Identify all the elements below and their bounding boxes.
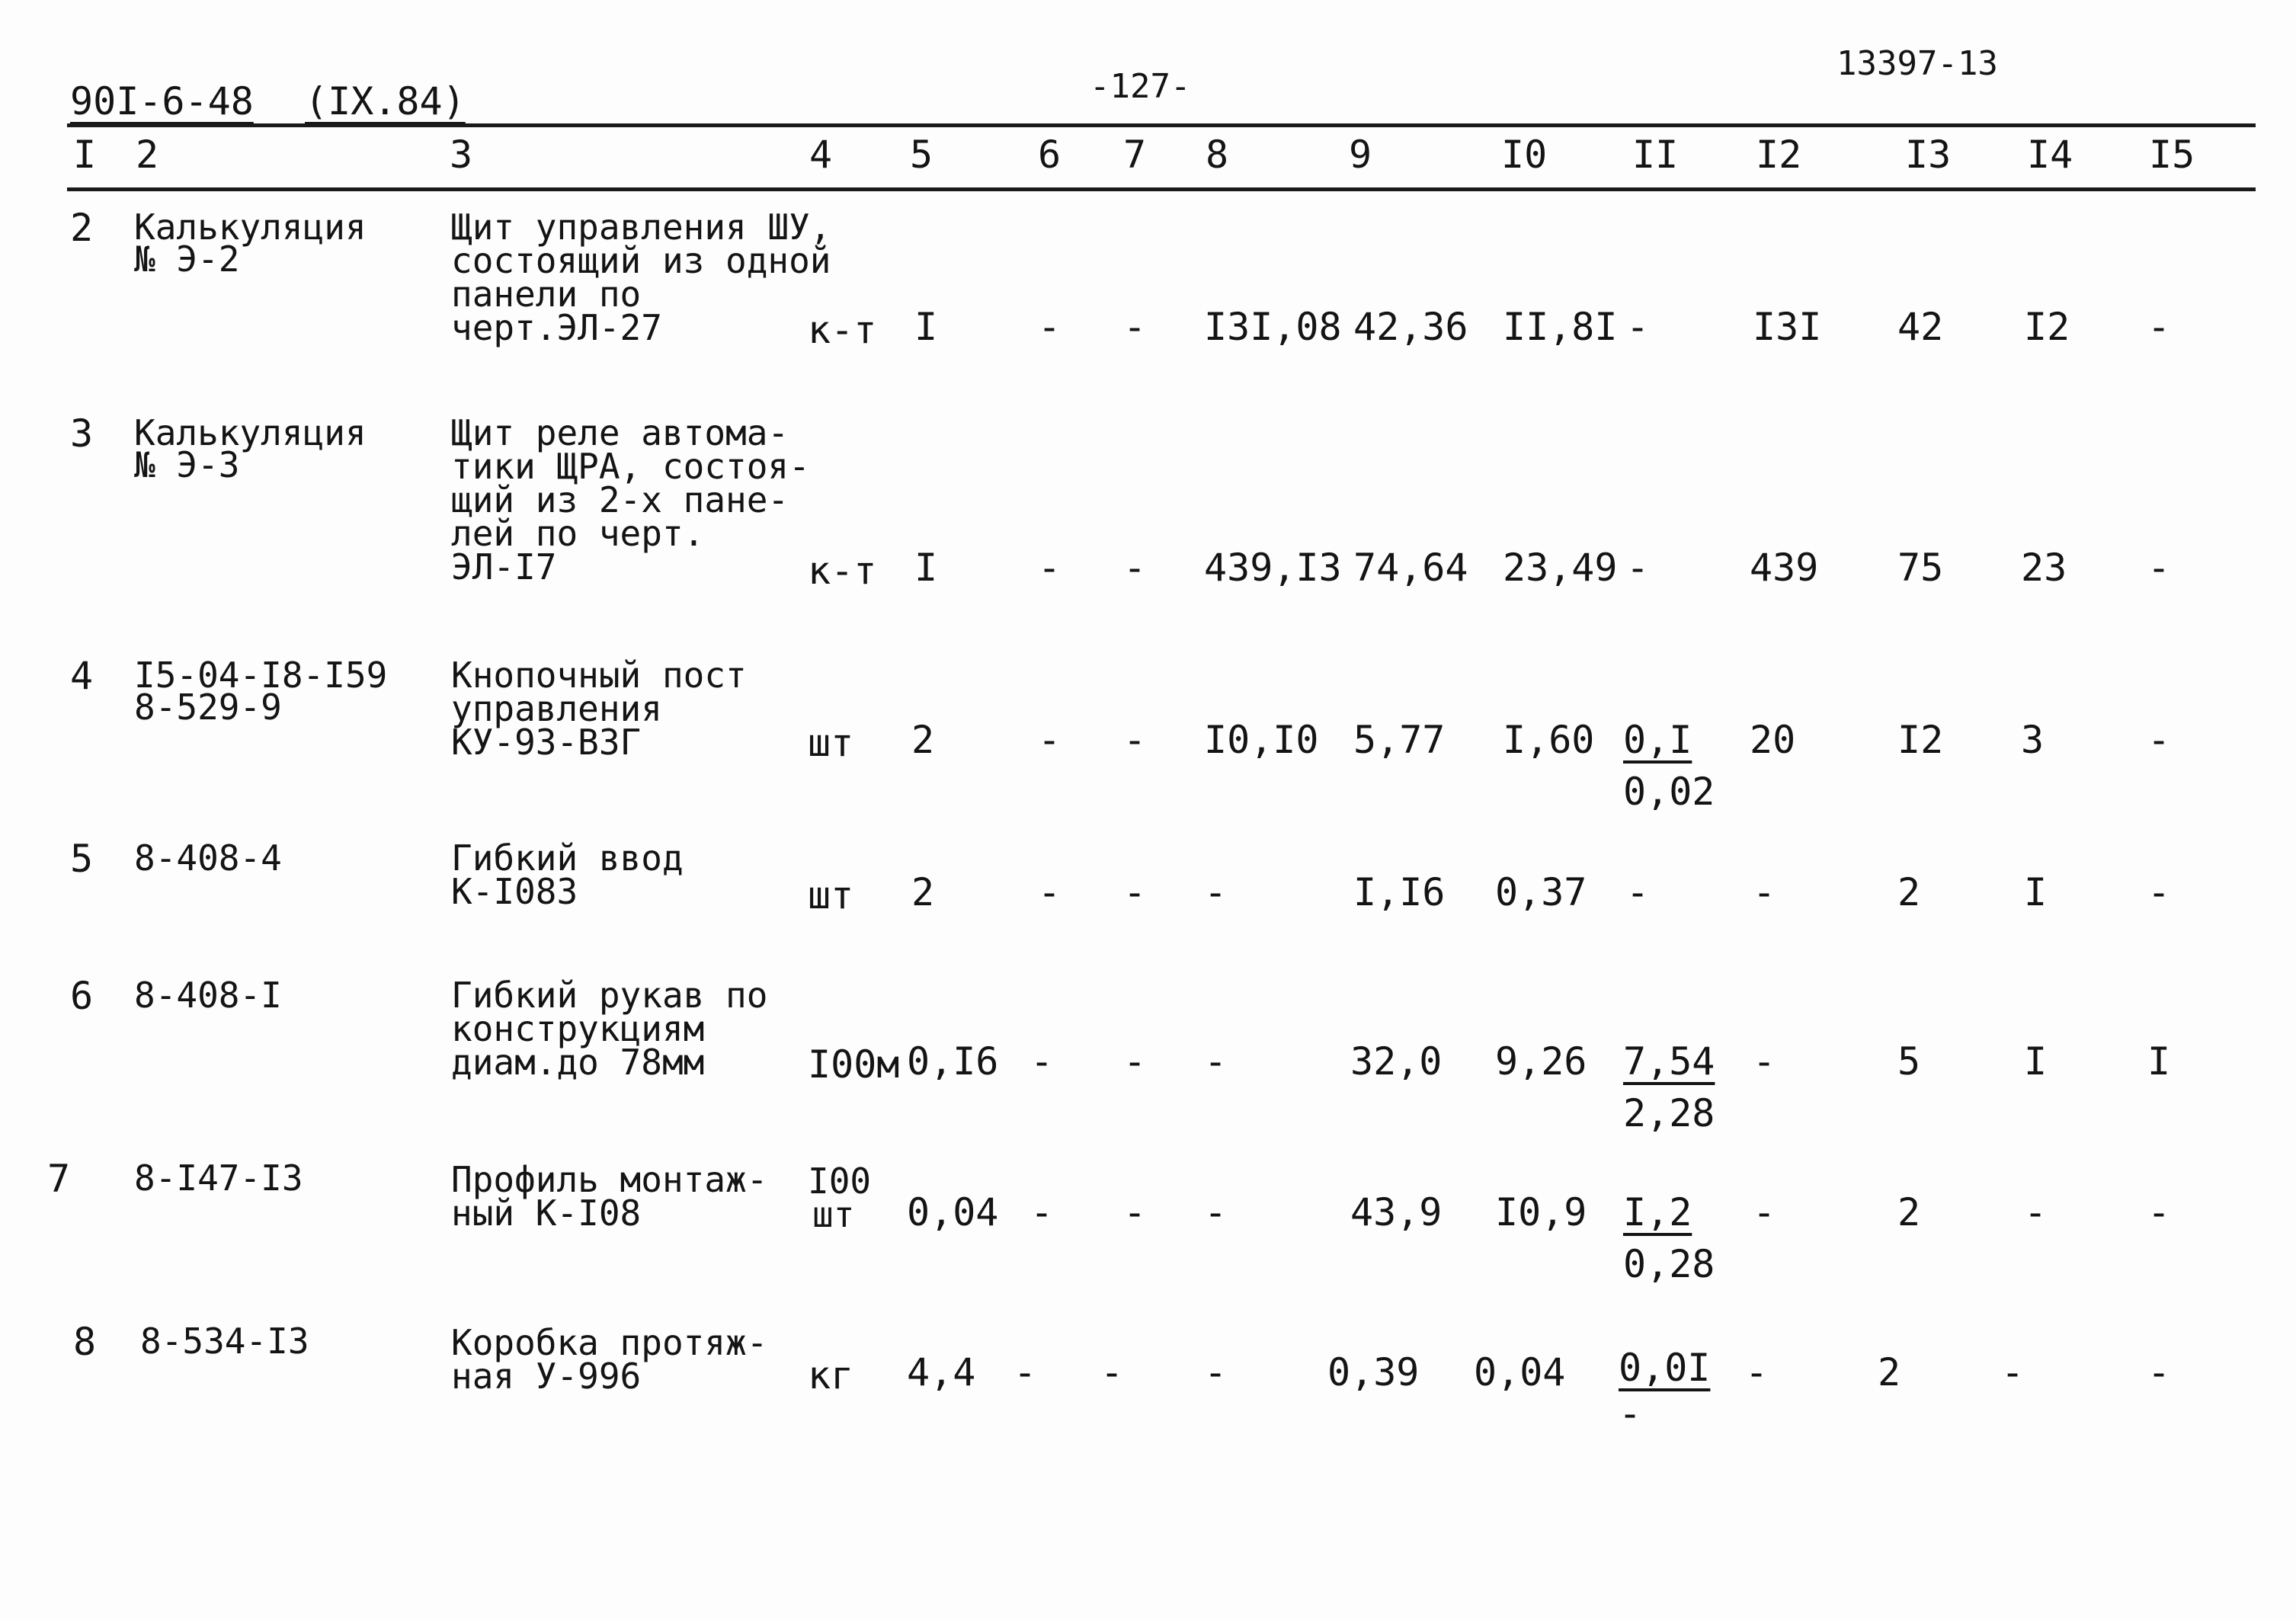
row-name-line: Коробка протяж-: [451, 1322, 768, 1363]
col-header: 7: [1123, 133, 1147, 177]
col7-value: -: [1100, 1350, 1124, 1394]
col11-value: -: [1626, 305, 1650, 349]
unit-line: I00: [808, 1161, 872, 1202]
row-name-line: ная У-996: [451, 1356, 642, 1397]
col11-value: I,2: [1623, 1190, 1692, 1234]
row-name-line: Кнопочный пост: [451, 655, 747, 696]
col-header: II: [1632, 133, 1679, 177]
row-number: 2: [70, 206, 94, 250]
col-header: I5: [2149, 133, 2195, 177]
col12-value: -: [1753, 870, 1776, 914]
col7-value: -: [1123, 718, 1147, 762]
col9-value: 5,77: [1353, 718, 1446, 762]
col7-value: -: [1123, 546, 1147, 590]
col14-value: I: [2024, 1039, 2048, 1084]
row-code-line: № Э-3: [134, 444, 240, 485]
row-name-line: панели по: [451, 274, 642, 315]
col-header: I2: [1756, 133, 1802, 177]
quantity: 4,4: [907, 1350, 976, 1394]
col-header: 8: [1206, 133, 1229, 177]
col6-value: -: [1014, 1350, 1037, 1394]
row-name-line: Профиль монтаж-: [451, 1159, 768, 1200]
col-header: 4: [809, 133, 833, 177]
row-name-line: конструкциям: [451, 1008, 705, 1049]
col10-value: 23,49: [1503, 546, 1618, 590]
quantity: 0,I6: [907, 1039, 999, 1084]
col10-value: 9,26: [1495, 1039, 1587, 1084]
col12-value: 439: [1750, 546, 1819, 590]
row-code-line: 8-I47-I3: [134, 1157, 303, 1199]
col-header: I4: [2027, 133, 2073, 177]
col9-value: I,I6: [1353, 870, 1446, 914]
col-header: 5: [910, 133, 933, 177]
row-code-line: Калькуляция: [134, 412, 367, 453]
unit: к-т: [808, 308, 877, 352]
col7-value: -: [1123, 305, 1147, 349]
row-number: 7: [47, 1157, 71, 1201]
col15-value: -: [2147, 718, 2171, 762]
col13-value: 5: [1897, 1039, 1921, 1084]
col13-value: 2: [1897, 1190, 1921, 1234]
row-name-line: щий из 2-х пане-: [451, 479, 789, 520]
col6-value: -: [1038, 305, 1062, 349]
row-code-line: 8-408-I: [134, 975, 282, 1016]
quantity: 2: [911, 870, 935, 914]
col8-value: I3I,08: [1204, 305, 1342, 349]
top-rule: [67, 123, 2256, 127]
col8-value: -: [1204, 870, 1228, 914]
unit: I00м: [808, 1042, 900, 1087]
unit: шт: [808, 873, 854, 917]
col11-value: -: [1626, 870, 1650, 914]
col11-value: -: [1626, 546, 1650, 590]
col12-value: I3I: [1753, 305, 1822, 349]
row-code-line: 8-529-9: [134, 687, 282, 728]
row-name-line: управления: [451, 688, 662, 729]
row-number: 8: [73, 1320, 97, 1364]
doc-code: 90I-6-48: [70, 79, 254, 123]
col14-value: I2: [2024, 305, 2070, 349]
col6-value: -: [1038, 546, 1062, 590]
col6-value: -: [1038, 870, 1062, 914]
col8-value: I0,I0: [1204, 718, 1319, 762]
col-header: 3: [450, 133, 473, 177]
col9-value: 43,9: [1350, 1190, 1443, 1234]
col10-value: II,8I: [1503, 305, 1618, 349]
col9-value: 74,64: [1353, 546, 1468, 590]
col11-value-secondary: 2,28: [1623, 1091, 1715, 1135]
row-code-line: Калькуляция: [134, 207, 367, 248]
row-name-line: тики ЩРА, состоя-: [451, 446, 810, 487]
col13-value: 2: [1897, 870, 1921, 914]
col15-value: I: [2147, 1039, 2171, 1084]
row-number: 3: [70, 411, 94, 456]
col10-value: 0,04: [1474, 1350, 1566, 1394]
col13-value: 2: [1878, 1350, 1901, 1394]
row-code-line: I5-04-I8-I59: [134, 655, 388, 696]
unit: кг: [808, 1353, 854, 1397]
col13-value: I2: [1897, 718, 1944, 762]
col11-value: 0,I: [1623, 718, 1692, 762]
row-code-line: 8-534-I3: [140, 1321, 309, 1362]
quantity: 0,04: [907, 1190, 999, 1234]
row-code-line: 8-408-4: [134, 837, 282, 879]
row-name-line: ный К-I08: [451, 1193, 642, 1234]
col11-value-secondary: -: [1619, 1391, 1642, 1436]
quantity: 2: [911, 718, 935, 762]
col7-value: -: [1123, 1039, 1147, 1084]
row-number: 4: [70, 654, 94, 698]
quantity: I: [914, 305, 938, 349]
page-number: -127-: [1090, 67, 1191, 106]
col14-value: 3: [2021, 718, 2045, 762]
col12-value: -: [1753, 1190, 1776, 1234]
col11-value-secondary: 0,28: [1623, 1242, 1715, 1286]
col8-value: -: [1204, 1350, 1228, 1394]
col13-value: 42: [1897, 305, 1944, 349]
row-number: 6: [70, 974, 94, 1018]
quantity: I: [914, 546, 938, 590]
col9-value: 42,36: [1353, 305, 1468, 349]
col14-value: -: [2001, 1350, 2025, 1394]
row-name-line: Гибкий рукав по: [451, 975, 768, 1016]
row-name-line: состоящий из одной: [451, 240, 831, 281]
col6-value: -: [1038, 718, 1062, 762]
col11-value: 7,54: [1623, 1039, 1715, 1084]
col7-value: -: [1123, 1190, 1147, 1234]
row-code-line: № Э-2: [134, 239, 240, 280]
col15-value: -: [2147, 1350, 2171, 1394]
col15-value: -: [2147, 870, 2171, 914]
col12-value: 20: [1750, 718, 1796, 762]
unit: к-т: [808, 549, 877, 593]
col15-value: -: [2147, 1190, 2171, 1234]
col-header: 6: [1038, 133, 1062, 177]
row-name-line: Гибкий ввод: [451, 837, 684, 879]
row-name-line: черт.ЭЛ-27: [451, 307, 662, 348]
col14-value: 23: [2021, 546, 2067, 590]
col12-value: -: [1753, 1039, 1776, 1084]
header-bottom-rule: [67, 187, 2256, 191]
col8-value: 439,I3: [1204, 546, 1342, 590]
col-header: 9: [1349, 133, 1372, 177]
col6-value: -: [1030, 1039, 1054, 1084]
sheet-code: 13397-13: [1836, 44, 1998, 83]
col6-value: -: [1030, 1190, 1054, 1234]
col-header: 2: [136, 133, 159, 177]
col15-value: -: [2147, 305, 2171, 349]
col10-value: 0,37: [1495, 870, 1587, 914]
row-name-line: Щит управления ШУ,: [451, 207, 831, 248]
col-header: I3: [1905, 133, 1952, 177]
col9-value: 32,0: [1350, 1039, 1443, 1084]
col15-value: -: [2147, 546, 2171, 590]
col13-value: 75: [1897, 546, 1944, 590]
col12-value: -: [1745, 1350, 1769, 1394]
col-header: I0: [1501, 133, 1548, 177]
date-code: (IX.84): [305, 79, 466, 123]
row-name-line: ЭЛ-I7: [451, 546, 557, 587]
row-name-line: К-I083: [451, 871, 578, 912]
row-name-line: лей по черт.: [451, 513, 705, 554]
col10-value: I,60: [1503, 718, 1595, 762]
col10-value: I0,9: [1495, 1190, 1587, 1234]
col14-value: I: [2024, 870, 2048, 914]
col9-value: 0,39: [1327, 1350, 1420, 1394]
row-name-line: КУ-93-ВЗГ: [451, 722, 642, 763]
row-name-line: Щит реле автома-: [451, 412, 789, 453]
col8-value: -: [1204, 1039, 1228, 1084]
col14-value: -: [2024, 1190, 2048, 1234]
row-number: 5: [70, 837, 94, 881]
col8-value: -: [1204, 1190, 1228, 1234]
unit: шт: [808, 721, 854, 765]
col11-value: 0,0I: [1619, 1346, 1711, 1390]
row-name-line: диам.до 78мм: [451, 1042, 705, 1083]
col7-value: -: [1123, 870, 1147, 914]
col-header: I: [73, 133, 97, 177]
unit-line: шт: [812, 1194, 855, 1235]
col11-value-secondary: 0,02: [1623, 770, 1715, 814]
